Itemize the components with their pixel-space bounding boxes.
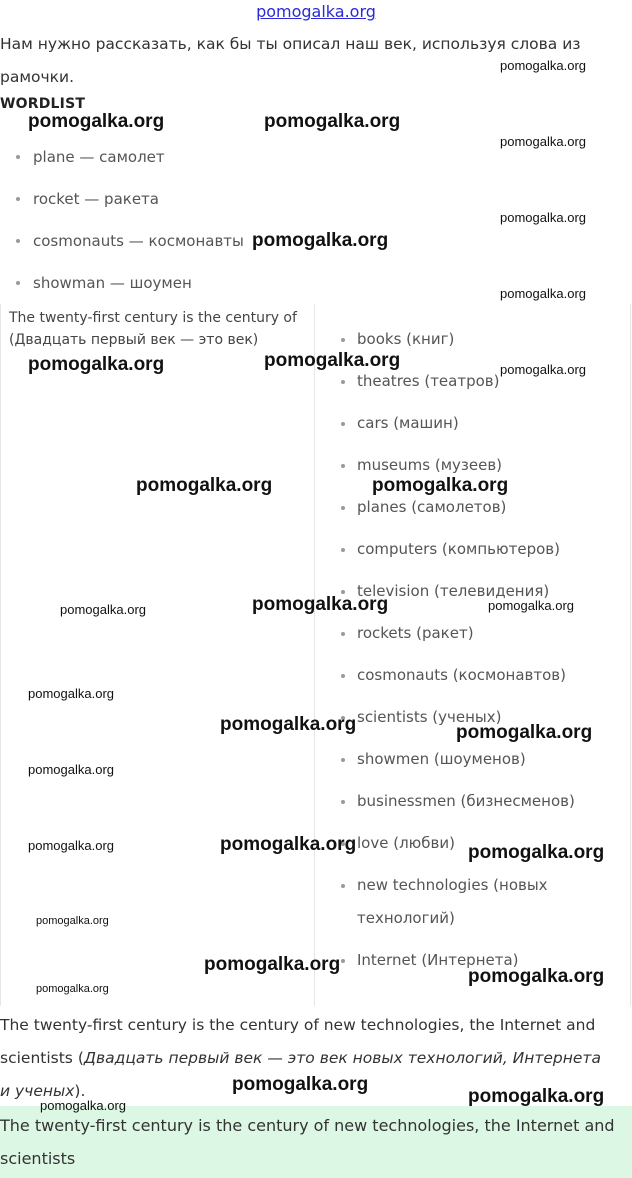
watermark: pomogalka.org xyxy=(40,1098,126,1113)
bullet-icon xyxy=(341,959,345,963)
bullet-icon xyxy=(341,632,345,636)
wordlist-item xyxy=(0,140,300,182)
wordlist-item xyxy=(0,266,300,308)
watermark: pomogalka.org xyxy=(28,762,114,777)
option-label: rockets (ракет) xyxy=(357,624,474,642)
option-item xyxy=(315,785,630,827)
wordlist xyxy=(0,140,300,308)
watermark: pomogalka.org xyxy=(468,1086,605,1107)
watermark: pomogalka.org xyxy=(500,362,586,377)
exercise-table xyxy=(0,304,632,1006)
watermark: pomogalka.org xyxy=(372,475,509,496)
option-item xyxy=(315,659,630,701)
bullet-icon xyxy=(16,239,20,243)
wordlist-item-label: rocket — ракета xyxy=(33,190,159,208)
option-label: scientists (ученых) xyxy=(357,708,502,726)
bullet-icon xyxy=(16,155,20,159)
option-item xyxy=(315,533,630,575)
watermark: pomogalka.org xyxy=(500,286,586,301)
watermark: pomogalka.org xyxy=(60,602,146,617)
option-label: Internet (Интернета) xyxy=(357,951,519,969)
bullet-icon xyxy=(341,884,345,888)
watermark: pomogalka.org xyxy=(488,598,574,613)
option-label: planes (самолетов) xyxy=(357,498,507,516)
exercise-prompt-cell xyxy=(0,304,315,1006)
option-label: businessmen (бизнесменов) xyxy=(357,792,575,810)
option-label: books (книг) xyxy=(357,330,455,348)
answer-ru: Двадцать первый век — это век новых технологий, Интернета и ученых xyxy=(0,1049,601,1100)
option-label: love (любви) xyxy=(357,834,455,852)
option-item xyxy=(315,491,630,533)
watermark: pomogalka.org xyxy=(468,842,605,863)
watermark: pomogalka.org xyxy=(28,686,114,701)
watermark: pomogalka.org xyxy=(220,834,357,855)
wordlist-item-label: plane — самолет xyxy=(33,148,165,166)
option-item xyxy=(315,743,630,785)
watermark: pomogalka.org xyxy=(500,58,586,73)
bullet-icon xyxy=(16,281,20,285)
option-item xyxy=(315,407,630,449)
watermark: pomogalka.org xyxy=(456,722,593,743)
wordlist-title: WORDLIST xyxy=(0,96,86,112)
bullet-icon xyxy=(341,758,345,762)
watermark: pomogalka.org xyxy=(252,594,389,615)
option-item xyxy=(315,869,630,944)
option-label: new technologies (новых технологий) xyxy=(357,876,548,927)
bullet-icon xyxy=(341,800,345,804)
option-label: theatres (театров) xyxy=(357,372,500,390)
watermark: pomogalka.org xyxy=(28,354,165,375)
bullet-icon xyxy=(341,422,345,426)
watermark: pomogalka.org xyxy=(264,350,401,371)
exercise-options xyxy=(315,304,630,986)
option-label: television (телевидения) xyxy=(357,582,550,600)
wordlist-item xyxy=(0,182,300,224)
bullet-icon xyxy=(341,380,345,384)
header-site-link[interactable]: pomogalka.org xyxy=(256,2,376,21)
option-label: showmen (шоуменов) xyxy=(357,750,526,768)
watermark: pomogalka.org xyxy=(204,954,341,975)
exercise-prompt-ru: (Двадцать первый век — это век) xyxy=(9,332,259,348)
watermark: pomogalka.org xyxy=(252,230,389,251)
watermark: pomogalka.org xyxy=(220,714,357,735)
watermark: pomogalka.org xyxy=(264,111,401,132)
watermark: pomogalka.org xyxy=(36,983,109,995)
answer-paren-open: ( xyxy=(72,1049,84,1067)
bullet-icon xyxy=(341,338,345,342)
watermark: pomogalka.org xyxy=(36,915,109,927)
option-label: cars (машин) xyxy=(357,414,459,432)
watermark: pomogalka.org xyxy=(136,475,273,496)
option-label: cosmonauts (космонавтов) xyxy=(357,666,566,684)
option-label: computers (компьютеров) xyxy=(357,540,560,558)
exercise-prompt xyxy=(1,304,314,354)
option-item xyxy=(315,617,630,659)
bullet-icon xyxy=(341,464,345,468)
watermark: pomogalka.org xyxy=(232,1074,369,1095)
option-label: museums (музеев) xyxy=(357,456,503,474)
answer-en: The twenty-first century is the century of new technologies, the Internet and scientists xyxy=(0,1016,596,1067)
watermark: pomogalka.org xyxy=(500,210,586,225)
exercise-prompt-en: The twenty-first century is the century of xyxy=(9,310,297,326)
watermark: pomogalka.org xyxy=(28,838,114,853)
bullet-icon xyxy=(341,548,345,552)
watermark: pomogalka.org xyxy=(500,134,586,149)
bullet-icon xyxy=(341,506,345,510)
intro-text: Нам нужно рассказать, как бы ты описал наш век, используя слова из рамочки. xyxy=(0,35,581,86)
bullet-icon xyxy=(16,197,20,201)
watermark: pomogalka.org xyxy=(28,111,165,132)
wordlist-item-label: showman — шоумен xyxy=(33,274,192,292)
bullet-icon xyxy=(341,674,345,678)
watermark: pomogalka.org xyxy=(468,966,605,987)
answer-paren-close: ). xyxy=(74,1082,86,1100)
wordlist-item-label: cosmonauts — космонавты xyxy=(33,232,244,250)
final-answer-highlight: The twenty-first century is the century of new technologies, the Internet and scientists xyxy=(0,1106,632,1178)
exercise-options-cell xyxy=(315,304,631,1006)
